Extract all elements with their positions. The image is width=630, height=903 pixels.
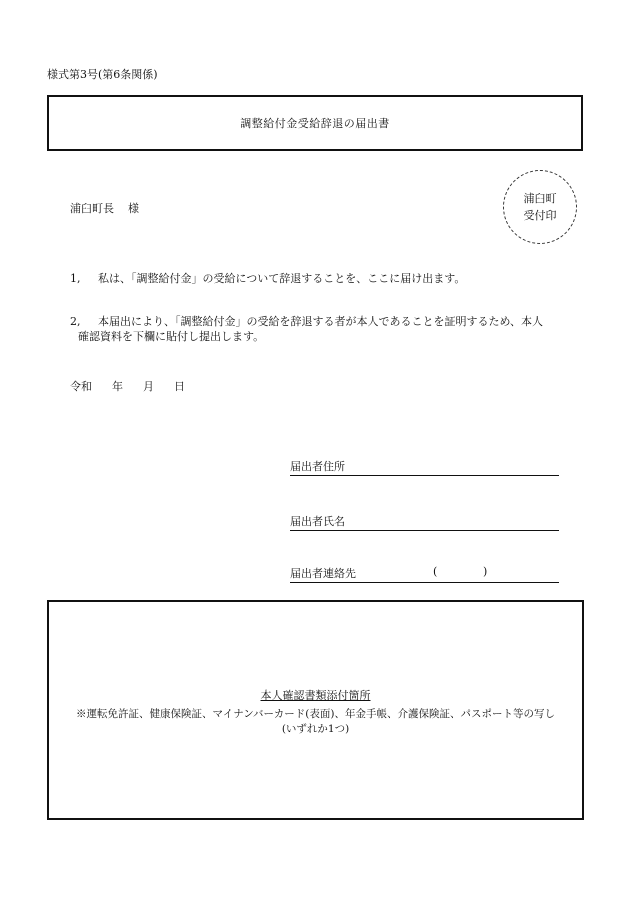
attachment-note-line2: (いずれか1つ)	[281, 723, 350, 735]
addressee-name: 浦臼町長	[70, 202, 114, 215]
reception-stamp	[503, 170, 577, 244]
date-day: 日	[174, 380, 185, 393]
item-text-line2: 確認資料を下欄に貼付し提出します。	[78, 330, 265, 343]
document-title: 調整給付金受給辞退の届出書	[240, 117, 390, 130]
stamp-line2: 受付印	[523, 209, 557, 222]
stamp-line1: 浦臼町	[523, 192, 557, 205]
address-label: 届出者住所	[290, 460, 345, 473]
contact-label: 届出者連絡先	[290, 567, 356, 580]
addressee	[70, 200, 139, 216]
address-field[interactable]	[290, 458, 559, 476]
date-era: 令和	[70, 380, 92, 393]
item-number: 2,	[70, 315, 81, 328]
title-box	[47, 95, 583, 151]
attachment-note-line1: ※運転免許証、健康保険証、マイナンバーカード(表面)、年金手帳、介護保険証、パスポート等の写し	[75, 708, 555, 720]
date-month: 月	[143, 380, 154, 393]
item-number: 1,	[70, 272, 81, 285]
contact-paren-close: )	[483, 565, 488, 578]
item-text: 私は、「調整給付金」の受給について辞退することを、ここに届け出ます。	[98, 272, 466, 285]
addressee-honorific: 様	[128, 202, 139, 215]
statement-item-2	[70, 314, 580, 344]
date-line	[70, 378, 205, 394]
name-label: 届出者氏名	[290, 515, 345, 528]
contact-paren-open: (	[433, 565, 438, 578]
attachment-title-text: 本人確認書類添付箇所	[260, 689, 371, 702]
contact-field[interactable]	[290, 565, 559, 583]
attachment-note	[47, 707, 584, 737]
statement-item-1	[70, 271, 580, 286]
name-field[interactable]	[290, 513, 559, 531]
attachment-title	[47, 687, 584, 703]
form-number: 様式第3号(第6条関係)	[47, 68, 158, 81]
item-text-line1: 本届出により、「調整給付金」の受給を辞退する者が本人であることを証明するため、本人	[98, 315, 544, 328]
date-year: 年	[112, 380, 123, 393]
